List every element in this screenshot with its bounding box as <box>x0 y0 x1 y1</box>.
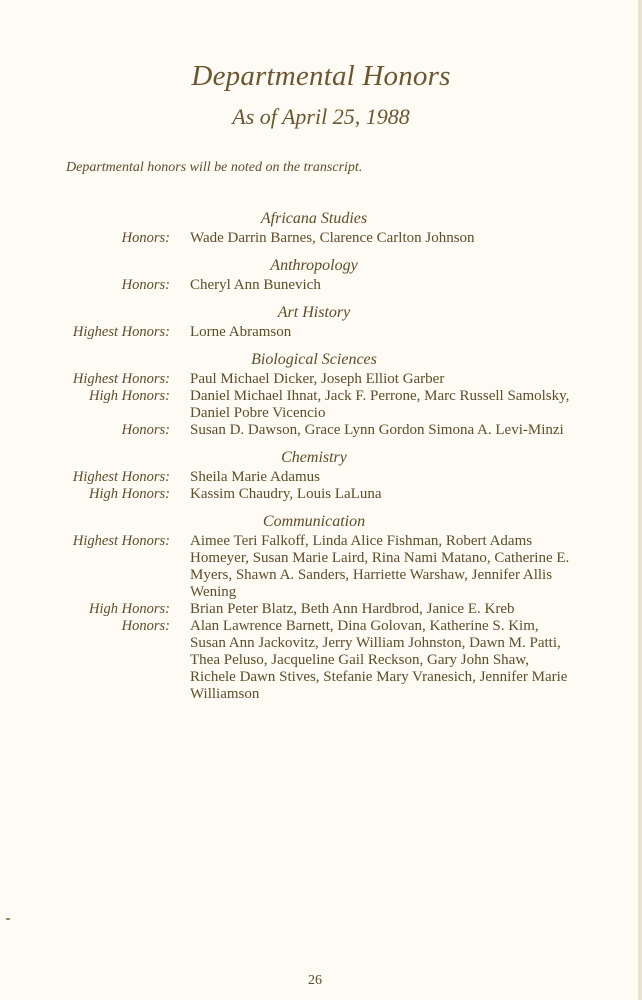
honors-level-label: Honors: <box>121 230 170 246</box>
honors-entry <box>0 230 642 247</box>
page-subtitle: As of April 25, 1988 <box>232 104 410 129</box>
department-name: Africana Studies <box>260 210 368 227</box>
department-heading <box>0 511 642 533</box>
department-section <box>0 208 642 255</box>
honors-entry <box>0 618 642 703</box>
department-heading <box>0 302 642 324</box>
honors-entry <box>0 422 642 439</box>
honors-entry <box>0 469 642 486</box>
honoree-names: Susan D. Dawson, Grace Lynn Gordon Simona A. Levi-Minzi <box>190 422 564 438</box>
department-name: Art History <box>277 304 351 321</box>
department-heading <box>0 447 642 469</box>
department-name: Chemistry <box>281 449 347 466</box>
honors-sections <box>0 208 642 711</box>
honors-level-label: Highest Honors: <box>72 324 170 340</box>
department-name: Anthropology <box>270 257 358 274</box>
department-section <box>0 349 642 447</box>
transcript-note: Departmental honors will be noted on the transcript. <box>66 160 363 175</box>
paper-speck <box>6 918 10 920</box>
honors-level-label: High Honors: <box>89 601 170 617</box>
department-section <box>0 511 642 711</box>
honoree-names: Wade Darrin Barnes, Clarence Carlton Johnson <box>190 230 475 246</box>
honors-level-label: High Honors: <box>89 486 170 502</box>
department-heading <box>0 208 642 230</box>
department-name: Biological Sciences <box>251 351 377 368</box>
honors-level-label: Honors: <box>121 277 170 293</box>
honors-level-label: Honors: <box>121 422 170 438</box>
honors-entry <box>0 277 642 294</box>
honoree-names: Alan Lawrence Barnett, Dina Golovan, Katherine S. Kim, Susan Ann Jackovitz, Jerry William Johnston, Dawn M. Patti, Thea Peluso, Jacqueline Gail Reckson, Gary John Shaw, Richele Dawn Stives, Stefanie Mary Vranesich, Jennifer Marie Williamson <box>190 618 568 702</box>
department-section <box>0 447 642 511</box>
honors-entry <box>0 486 642 503</box>
section-spacer <box>0 341 642 349</box>
honors-entry <box>0 324 642 341</box>
section-spacer <box>0 503 642 511</box>
honoree-names: Paul Michael Dicker, Joseph Elliot Garber <box>190 371 445 387</box>
honors-level-label: Highest Honors: <box>72 469 170 485</box>
honors-level-label: High Honors: <box>89 388 170 404</box>
page-title: Departmental Honors <box>191 60 451 92</box>
page-number: 26 <box>308 973 322 988</box>
honoree-names: Cheryl Ann Bunevich <box>190 277 321 293</box>
honoree-names: Aimee Teri Falkoff, Linda Alice Fishman, Robert Adams Homeyer, Susan Marie Laird, Rina Nami Matano, Catherine E. Myers, Shawn A. Sanders, Harriette Warshaw, Jennifer Allis Wening <box>190 533 570 600</box>
department-heading <box>0 349 642 371</box>
section-spacer <box>0 439 642 447</box>
honors-entry <box>0 388 642 422</box>
honoree-names: Kassim Chaudry, Louis LaLuna <box>190 486 382 502</box>
honors-entry <box>0 533 642 601</box>
department-heading <box>0 255 642 277</box>
department-section <box>0 302 642 349</box>
honors-level-label: Honors: <box>121 618 170 634</box>
section-spacer <box>0 247 642 255</box>
section-spacer <box>0 294 642 302</box>
honoree-names: Brian Peter Blatz, Beth Ann Hardbrod, Janice E. Kreb <box>190 601 515 617</box>
honors-level-label: Highest Honors: <box>72 371 170 387</box>
honors-entry <box>0 601 642 618</box>
section-spacer <box>0 703 642 711</box>
honoree-names: Daniel Michael Ihnat, Jack F. Perrone, Marc Russell Samolsky, Daniel Pobre Vicencio <box>190 388 570 421</box>
department-section <box>0 255 642 302</box>
honors-level-label: Highest Honors: <box>72 533 170 549</box>
department-name: Communication <box>262 513 366 530</box>
honoree-names: Sheila Marie Adamus <box>190 469 320 485</box>
honors-entry <box>0 371 642 388</box>
honoree-names: Lorne Abramson <box>190 324 292 340</box>
